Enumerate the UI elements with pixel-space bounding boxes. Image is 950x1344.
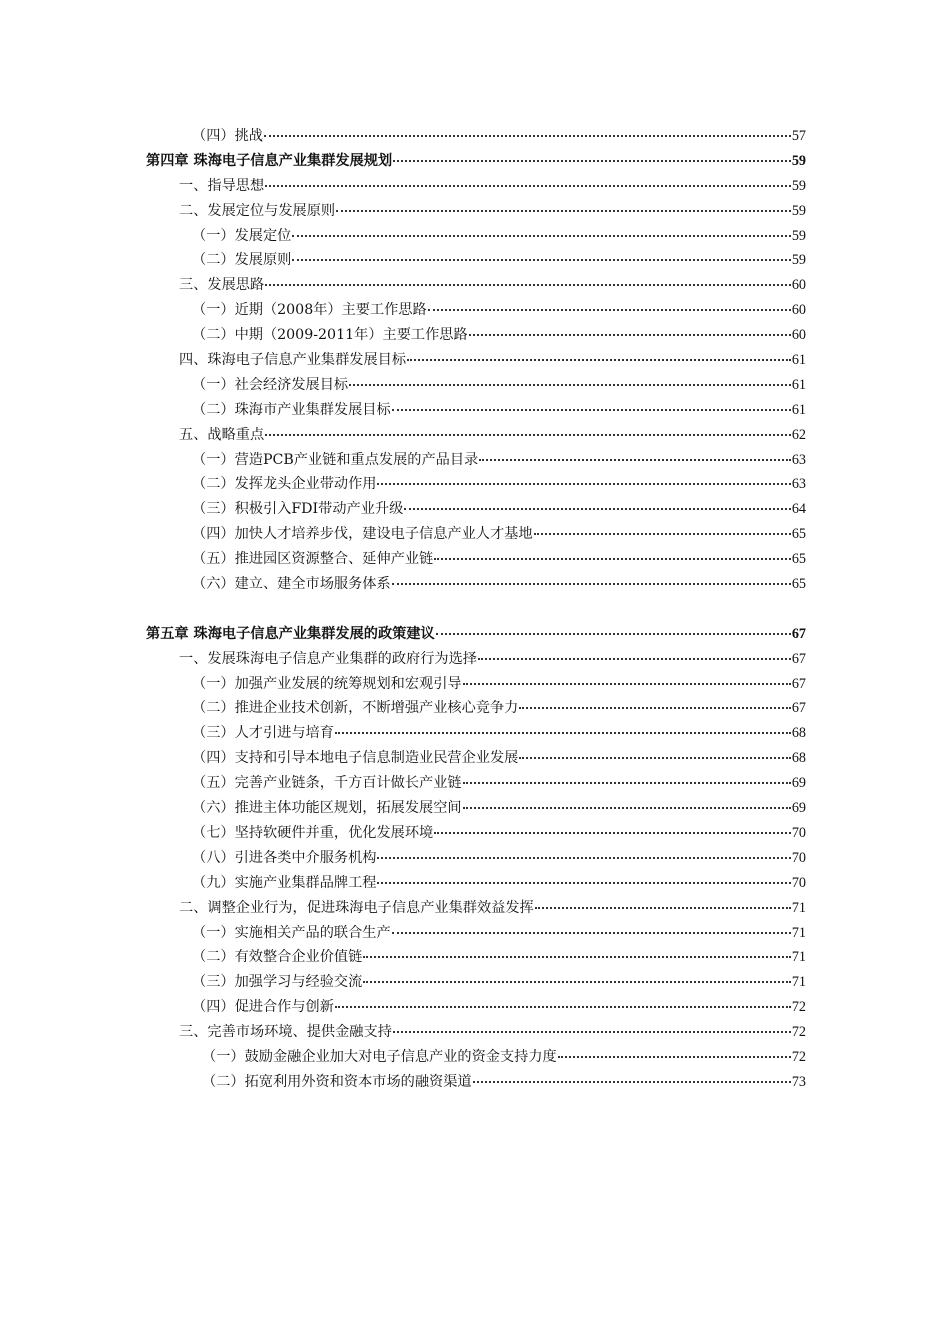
toc-entry[interactable] bbox=[146, 224, 806, 249]
toc-entry[interactable] bbox=[146, 746, 806, 771]
toc-entry[interactable] bbox=[146, 423, 806, 448]
toc-entry-title: （七）坚持软硬件并重，优化发展环境 bbox=[192, 824, 434, 841]
toc-entry-page-number: 71 bbox=[791, 924, 806, 941]
toc-entry[interactable] bbox=[146, 821, 806, 846]
toc-entry-title: 二、调整企业行为，促进珠海电子信息产业集群效益发挥 bbox=[179, 899, 534, 916]
toc-entry-title: 五、战略重点 bbox=[179, 426, 265, 443]
toc-entry-page-number: 59 bbox=[791, 152, 806, 169]
dot-leader bbox=[393, 154, 791, 162]
dot-leader bbox=[392, 403, 791, 411]
dot-leader bbox=[336, 204, 791, 212]
toc-entry-page-number: 72 bbox=[791, 1048, 806, 1065]
toc-entry[interactable] bbox=[146, 572, 806, 597]
toc-entry-page-number: 60 bbox=[791, 302, 806, 319]
toc-entry[interactable] bbox=[146, 846, 806, 871]
dot-leader bbox=[377, 477, 790, 485]
toc-entry-page-number: 62 bbox=[791, 426, 806, 443]
toc-entry-page-number: 68 bbox=[791, 750, 806, 767]
toc-entry-page-number: 71 bbox=[791, 949, 806, 966]
toc-entry-page-number: 65 bbox=[791, 526, 806, 543]
toc-entry-title: 四、珠海电子信息产业集群发展目标 bbox=[179, 352, 407, 369]
toc-entry[interactable] bbox=[146, 273, 806, 298]
toc-entry-page-number: 60 bbox=[791, 277, 806, 294]
dot-leader bbox=[335, 1000, 791, 1008]
toc-entry-page-number: 60 bbox=[791, 327, 806, 344]
toc-entry-page-number: 59 bbox=[791, 177, 806, 194]
toc-entry-page-number: 69 bbox=[791, 800, 806, 817]
dot-leader bbox=[377, 876, 790, 884]
toc-entry-page-number: 70 bbox=[791, 849, 806, 866]
toc-entry-page-number: 73 bbox=[791, 1073, 806, 1090]
toc-entry-page-number: 63 bbox=[791, 476, 806, 493]
toc-entry[interactable] bbox=[146, 124, 806, 149]
toc-entry-title: （八）引进各类中介服务机构 bbox=[192, 849, 377, 866]
toc-entry-page-number: 71 bbox=[791, 899, 806, 916]
toc-entry-title: （一）营造PCB产业链和重点发展的产品目录 bbox=[192, 451, 479, 468]
toc-entry[interactable] bbox=[146, 547, 806, 572]
toc-entry[interactable] bbox=[146, 174, 806, 199]
toc-chapter-entry[interactable] bbox=[146, 622, 806, 647]
dot-leader bbox=[407, 353, 791, 361]
toc-entry-page-number: 59 bbox=[791, 202, 806, 219]
toc-entry-title: 一、指导思想 bbox=[179, 177, 265, 194]
toc-entry-page-number: 63 bbox=[791, 451, 806, 468]
dot-leader bbox=[265, 179, 791, 187]
toc-entry[interactable] bbox=[146, 398, 806, 423]
toc-entry-page-number: 57 bbox=[791, 128, 806, 144]
toc-entry-title: （二）拓宽利用外资和资本市场的融资渠道 bbox=[202, 1073, 472, 1090]
toc-entry-page-number: 71 bbox=[791, 974, 806, 991]
toc-entry[interactable] bbox=[146, 248, 806, 273]
dot-leader bbox=[463, 801, 791, 809]
toc-entry[interactable] bbox=[146, 448, 806, 473]
dot-leader bbox=[292, 229, 790, 237]
toc-entry[interactable] bbox=[146, 771, 806, 796]
dot-leader bbox=[479, 453, 791, 461]
toc-entry-title: （九）实施产业集群品牌工程 bbox=[192, 874, 377, 891]
toc-entry-page-number: 68 bbox=[791, 725, 806, 742]
toc-entry-page-number: 59 bbox=[791, 227, 806, 244]
toc-entry-page-number: 67 bbox=[791, 650, 806, 667]
toc-entry-title: （一）实施相关产品的联合生产 bbox=[192, 924, 391, 941]
toc-entry-title: （二）推进企业技术创新，不断增强产业核心竞争力 bbox=[192, 700, 519, 717]
toc-entry[interactable] bbox=[146, 921, 806, 946]
toc-entry-title: 一、发展珠海电子信息产业集群的政府行为选择 bbox=[179, 650, 477, 667]
toc-entry[interactable] bbox=[146, 796, 806, 821]
toc-entry[interactable] bbox=[146, 373, 806, 398]
dot-leader bbox=[392, 577, 791, 585]
toc-entry[interactable] bbox=[146, 696, 806, 721]
toc-entry[interactable] bbox=[146, 348, 806, 373]
dot-leader bbox=[519, 701, 790, 709]
toc-entry-title: （四）挑战 bbox=[192, 128, 263, 144]
dot-leader bbox=[363, 975, 791, 983]
dot-leader bbox=[469, 328, 791, 336]
toc-entry[interactable] bbox=[146, 721, 806, 746]
toc-entry-title: （三）积极引入FDI带动产业升级 bbox=[192, 501, 404, 518]
dot-leader bbox=[434, 826, 791, 834]
toc-entry[interactable] bbox=[146, 970, 806, 995]
toc-entry-title: 二、发展定位与发展原则 bbox=[179, 202, 336, 219]
toc-entry-title: （二）发展原则 bbox=[192, 252, 292, 269]
toc-entry[interactable] bbox=[146, 323, 806, 348]
toc-entry-page-number: 61 bbox=[791, 352, 806, 369]
dot-leader bbox=[463, 776, 791, 784]
toc-entry-title: （二）发挥龙头企业带动作用 bbox=[192, 476, 377, 493]
toc-entry[interactable] bbox=[146, 1020, 806, 1045]
toc-entry-page-number: 69 bbox=[791, 775, 806, 792]
dot-leader bbox=[335, 726, 791, 734]
dot-leader bbox=[428, 303, 791, 311]
dot-leader bbox=[478, 652, 791, 660]
dot-leader bbox=[393, 1025, 791, 1033]
dot-leader bbox=[265, 428, 791, 436]
toc-entry-page-number: 65 bbox=[791, 551, 806, 568]
toc-entry-title: （一）鼓励金融企业加大对电子信息产业的资金支持力度 bbox=[202, 1048, 557, 1065]
toc-entry-title: （二）中期（2009-2011年）主要工作思路 bbox=[192, 327, 468, 344]
toc-entry-title: （三）人才引进与培育 bbox=[192, 725, 334, 742]
toc-entry-title: （一）发展定位 bbox=[192, 227, 292, 244]
toc-entry-page-number: 65 bbox=[791, 576, 806, 593]
toc-entry[interactable] bbox=[146, 647, 806, 672]
dot-leader bbox=[363, 950, 791, 958]
toc-entry-page-number: 67 bbox=[791, 675, 806, 692]
dot-leader bbox=[404, 502, 791, 510]
toc-entry-title: （五）完善产业链条，千方百计做长产业链 bbox=[192, 775, 462, 792]
toc-entry[interactable] bbox=[146, 497, 806, 522]
toc-entry-title: （四）加快人才培养步伐，建设电子信息产业人才基地 bbox=[192, 526, 533, 543]
toc-entry-title: 三、完善市场环境、提供金融支持 bbox=[179, 1024, 392, 1041]
dot-leader bbox=[558, 1050, 791, 1058]
toc-entry[interactable] bbox=[146, 945, 806, 970]
toc-entry-title: （五）推进园区资源整合、延伸产业链 bbox=[192, 551, 434, 568]
toc-entry-title: （二）有效整合企业价值链 bbox=[192, 949, 363, 966]
toc-entry[interactable] bbox=[146, 672, 806, 697]
dot-leader bbox=[534, 527, 791, 535]
toc-entry[interactable] bbox=[146, 298, 806, 323]
toc-entry[interactable] bbox=[146, 1045, 806, 1070]
dot-leader bbox=[349, 378, 791, 386]
toc-entry-page-number: 67 bbox=[791, 625, 806, 642]
toc-entry-title: （六）建立、建全市场服务体系 bbox=[192, 576, 391, 593]
dot-leader bbox=[292, 253, 790, 261]
toc-entry-page-number: 72 bbox=[791, 1024, 806, 1041]
toc-entry-page-number: 61 bbox=[791, 401, 806, 418]
toc-entry[interactable] bbox=[146, 871, 806, 896]
toc-entry-title: 三、发展思路 bbox=[179, 277, 265, 294]
toc-entry-page-number: 72 bbox=[791, 999, 806, 1016]
toc-entry-title: 第四章 珠海电子信息产业集群发展规划 bbox=[146, 152, 393, 169]
toc-entry-page-number: 61 bbox=[791, 376, 806, 393]
toc-entry[interactable] bbox=[146, 1070, 806, 1095]
dot-leader bbox=[535, 901, 791, 909]
toc-entry-page-number: 59 bbox=[791, 252, 806, 269]
dot-leader bbox=[265, 278, 791, 286]
dot-leader bbox=[463, 677, 791, 685]
toc-entry-page-number: 64 bbox=[791, 501, 806, 518]
toc-entry[interactable] bbox=[146, 896, 806, 921]
toc-entry-page-number: 70 bbox=[791, 874, 806, 891]
dot-leader bbox=[377, 851, 790, 859]
toc-chapter-entry[interactable] bbox=[146, 149, 806, 174]
dot-leader bbox=[264, 129, 791, 137]
dot-leader bbox=[392, 926, 791, 934]
toc-entry-title: （三）加强学习与经验交流 bbox=[192, 974, 363, 991]
toc-entry-title: （一）社会经济发展目标 bbox=[192, 376, 349, 393]
dot-leader bbox=[434, 552, 791, 560]
dot-leader bbox=[519, 751, 790, 759]
toc-entry[interactable] bbox=[146, 522, 806, 547]
toc-entry[interactable] bbox=[146, 995, 806, 1020]
toc-entry-title: （一）加强产业发展的统筹规划和宏观引导 bbox=[192, 675, 462, 692]
toc-entry-title: （四）促进合作与创新 bbox=[192, 999, 334, 1016]
toc-entry-title: （一）近期（2008年）主要工作思路 bbox=[192, 302, 427, 319]
toc-entry-page-number: 67 bbox=[791, 700, 806, 717]
dot-leader bbox=[473, 1075, 791, 1083]
toc-entry-title: （六）推进主体功能区规划，拓展发展空间 bbox=[192, 800, 462, 817]
toc-entry-title: （二）珠海市产业集群发展目标 bbox=[192, 401, 391, 418]
toc-entry[interactable] bbox=[146, 199, 806, 224]
toc-entry-page-number: 70 bbox=[791, 824, 806, 841]
dot-leader bbox=[436, 627, 791, 635]
toc-entry-title: 第五章 珠海电子信息产业集群发展的政策建议 bbox=[146, 625, 435, 642]
table-of-contents bbox=[146, 124, 806, 1095]
toc-entry[interactable] bbox=[146, 472, 806, 497]
toc-entry-title: （四）支持和引导本地电子信息制造业民营企业发展 bbox=[192, 750, 519, 767]
